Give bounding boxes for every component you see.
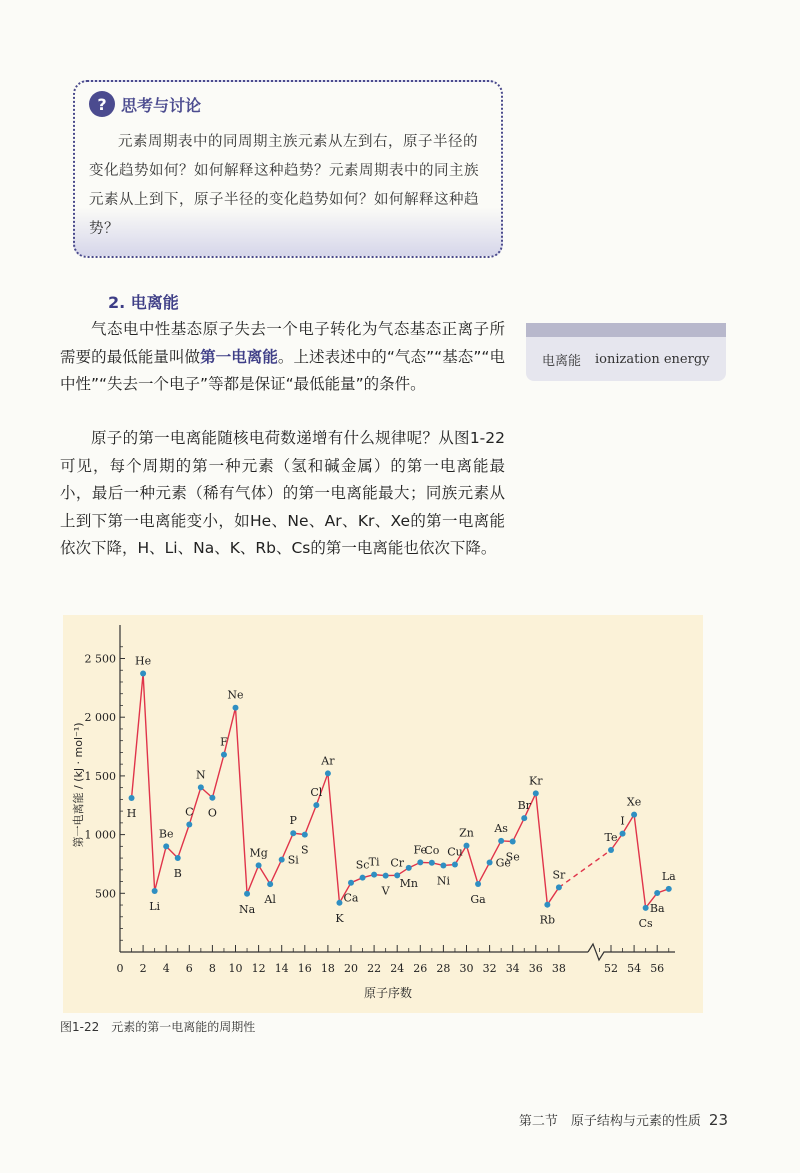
data-point-rb: [544, 902, 550, 908]
data-label-sc: Sc: [355, 858, 370, 872]
x-tick-label: 54: [627, 962, 642, 975]
data-point-si: [279, 857, 285, 863]
data-point-se: [510, 839, 516, 845]
data-label-al: Al: [264, 893, 276, 907]
data-label-ar: Ar: [321, 754, 335, 768]
data-label-rb: Rb: [539, 913, 556, 927]
data-label-se: Se: [505, 850, 520, 864]
x-tick-label: 16: [297, 962, 312, 975]
data-point-zn: [464, 843, 470, 849]
page-footer: [519, 1110, 728, 1129]
data-point-cl: [313, 802, 319, 808]
data-point-br: [521, 815, 527, 821]
data-label-v: V: [381, 884, 390, 898]
data-label-ga: Ga: [470, 893, 486, 907]
x-tick-label: 36: [528, 962, 543, 975]
x-tick-label: 30: [459, 962, 474, 975]
y-tick-label: 500: [95, 887, 116, 901]
keyword-first-ionization-energy: 第一电离能: [200, 347, 278, 366]
margin-note-english: ionization energy: [595, 351, 710, 367]
data-label-cs: Cs: [638, 916, 653, 930]
data-label-ba: Ba: [649, 901, 665, 915]
think-discuss-box: [73, 80, 503, 258]
data-point-v: [383, 873, 389, 879]
data-point-i: [620, 831, 626, 837]
data-point-ti: [371, 872, 377, 878]
data-point-te: [608, 847, 614, 853]
x-tick-label: 34: [505, 962, 520, 975]
data-point-kr: [533, 790, 539, 796]
data-point-h: [129, 795, 135, 801]
data-label-fe: Fe: [413, 843, 428, 857]
x-tick-label: 14: [274, 962, 289, 975]
data-label-cr: Cr: [390, 856, 405, 870]
margin-note-chinese: 电离能: [542, 353, 582, 369]
x-axis-break-mark: [588, 944, 675, 960]
data-point-as: [498, 838, 504, 844]
data-point-na: [244, 891, 250, 897]
data-label-cl: Cl: [310, 786, 323, 800]
data-point-ar: [325, 770, 331, 776]
series-line: [132, 674, 559, 905]
data-label-ca: Ca: [343, 891, 359, 905]
section-title: 2. 电离能: [108, 293, 179, 312]
data-point-ne: [233, 705, 239, 711]
data-label-k: K: [335, 911, 344, 925]
data-label-te: Te: [604, 830, 618, 844]
data-label-ne: Ne: [227, 688, 244, 702]
paragraph-definition-part-b: 。上述表述中的“气态”“基态”“电中性”“失去一个电子”等都是保证“最低能量”的条件。: [60, 347, 505, 394]
data-label-br: Br: [517, 799, 531, 813]
footer-section-title: 第二节 原子结构与元素的性质: [518, 1114, 701, 1129]
y-tick-label: 1 000: [84, 828, 116, 842]
data-label-sr: Sr: [552, 868, 566, 882]
data-point-xe: [631, 812, 637, 818]
think-discuss-text: 元素周期表中的同周期主族元素从左到右，原子半径的变化趋势如何？如何解释这种趋势？元素周期表中的同主族元素从上到下，原子半径的变化趋势如何？如何解释这种趋势？: [89, 134, 479, 237]
data-label-mg: Mg: [249, 846, 268, 860]
data-point-co: [429, 860, 435, 866]
think-discuss-title: 思考与讨论: [121, 95, 202, 115]
data-point-he: [140, 671, 146, 677]
data-point-li: [152, 888, 158, 894]
data-point-be: [163, 843, 169, 849]
x-tick-label: 52: [604, 962, 618, 975]
data-label-ge: Ge: [495, 856, 511, 870]
x-tick-label: 2: [139, 962, 147, 975]
x-tick-label: 6: [185, 962, 193, 975]
data-label-h: H: [126, 806, 137, 820]
ionization-energy-chart: [63, 615, 703, 1013]
data-point-n: [198, 784, 204, 790]
data-point-sc: [360, 875, 366, 881]
data-label-s: S: [301, 843, 309, 857]
paragraph-trend: 原子的第一电离能随核电荷数递增有什么规律呢？从图1-22可见，每个周期的第一种元素（氢和碱金属）的第一电离能最小，最后一种元素（稀有气体）的第一电离能最大；同族元素从上到下第一电离能变小，如He、Ne、Ar、Kr、Xe的第一电离能依次下降，H、Li、Na、K、Rb、Cs的第一电离能也依次下降。: [60, 429, 505, 558]
data-point-la: [666, 886, 672, 892]
data-point-mg: [256, 862, 262, 868]
data-point-fe: [417, 859, 423, 865]
x-tick-label: 22: [367, 962, 382, 975]
data-label-mn: Mn: [399, 876, 418, 890]
x-tick-label: 24: [390, 962, 405, 975]
data-point-ge: [487, 860, 493, 866]
data-label-be: Be: [158, 827, 174, 841]
x-tick-label: 28: [436, 962, 451, 975]
think-discuss-header: [89, 91, 201, 117]
x-tick-label: 38: [551, 962, 566, 975]
x-axis-label: 原子序数: [363, 986, 413, 1000]
series-line: [611, 815, 669, 908]
data-label-zn: Zn: [459, 826, 474, 840]
data-label-xe: Xe: [626, 795, 642, 809]
data-point-b: [175, 855, 181, 861]
data-point-ba: [654, 890, 660, 896]
chart-panel: [63, 615, 703, 1013]
data-point-o: [209, 795, 215, 801]
data-label-ni: Ni: [436, 874, 450, 888]
data-label-na: Na: [238, 902, 256, 916]
data-point-ni: [440, 862, 446, 868]
y-tick-label: 1 500: [84, 769, 116, 783]
data-point-mn: [406, 865, 412, 871]
data-label-n: N: [196, 768, 206, 782]
data-point-f: [221, 752, 227, 758]
x-tick-label: 0: [116, 962, 124, 975]
data-point-ca: [348, 880, 354, 886]
page-number: 23: [708, 1111, 728, 1129]
data-point-cs: [643, 905, 649, 911]
series-dashed-connector: [559, 850, 611, 887]
data-point-k: [336, 900, 342, 906]
x-tick-label: 20: [344, 962, 358, 975]
data-label-li: Li: [149, 899, 161, 913]
x-tick-label: 18: [320, 962, 335, 975]
data-label-co: Co: [424, 843, 440, 857]
x-tick-label: 12: [251, 962, 266, 975]
data-label-c: C: [185, 805, 194, 819]
data-point-s: [302, 832, 308, 838]
paragraph-definition-part-a: 气态电中性基态原子失去一个电子转化为气态基态正离子所需要的最低能量叫做: [60, 320, 505, 366]
data-point-cu: [452, 862, 458, 868]
x-tick-label: 56: [650, 962, 665, 975]
data-label-as: As: [494, 821, 508, 835]
data-point-p: [290, 830, 296, 836]
margin-glossary-note: [526, 323, 726, 381]
x-tick-label: 10: [228, 962, 243, 975]
data-label-i: I: [620, 814, 625, 828]
data-label-p: P: [289, 814, 297, 828]
x-tick-label: 26: [413, 962, 428, 975]
data-label-f: F: [220, 735, 228, 749]
x-tick-label: 8: [208, 962, 216, 975]
y-tick-label: 2 000: [84, 711, 116, 725]
data-point-c: [186, 822, 192, 828]
data-label-o: O: [207, 806, 217, 820]
figure-caption: 图1-22 元素的第一电离能的周期性: [60, 1020, 256, 1034]
data-point-sr: [556, 884, 562, 890]
x-tick-label: 32: [482, 962, 497, 975]
data-label-he: He: [135, 654, 152, 668]
data-label-cu: Cu: [447, 845, 463, 859]
paragraph-definition: [60, 316, 505, 399]
y-axis-label: 第一电离能 / (kJ · mol⁻¹): [72, 722, 85, 848]
data-point-al: [267, 881, 273, 887]
data-label-la: La: [661, 869, 676, 883]
data-label-b: B: [173, 866, 182, 880]
data-point-ga: [475, 881, 481, 887]
y-tick-label: 2 500: [84, 652, 116, 666]
x-tick-label: 4: [162, 962, 170, 975]
data-label-ti: Ti: [368, 855, 380, 869]
data-label-kr: Kr: [529, 774, 543, 788]
data-label-si: Si: [287, 853, 299, 867]
question-icon: ?: [89, 91, 115, 117]
